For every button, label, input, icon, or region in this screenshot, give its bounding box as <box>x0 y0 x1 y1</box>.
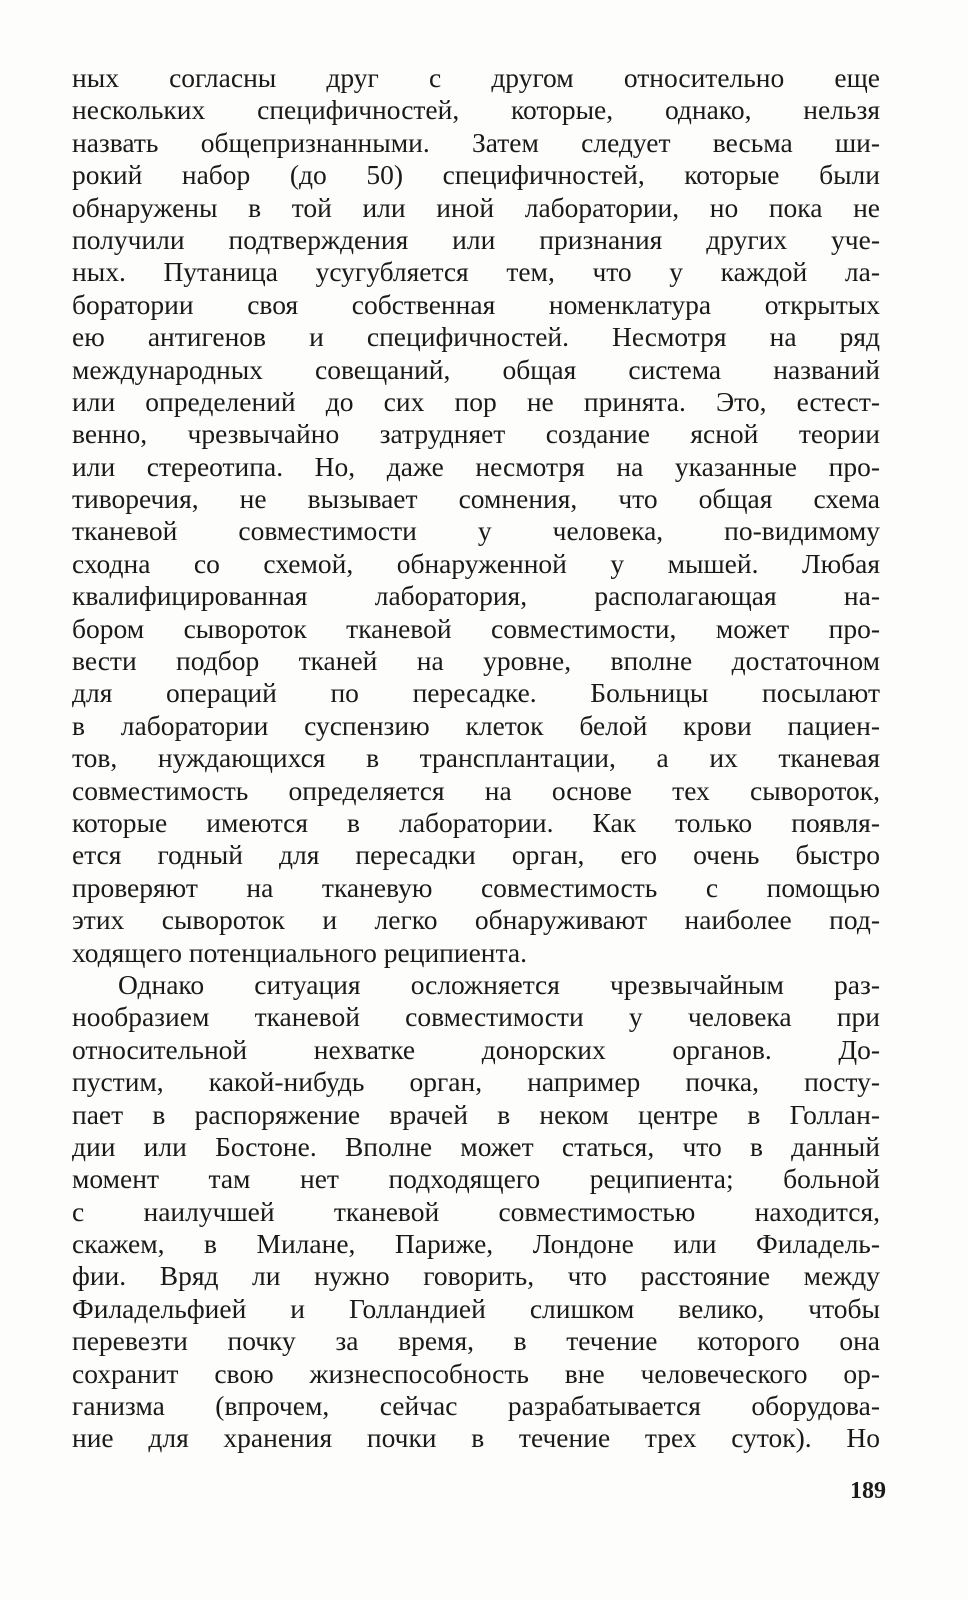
text-line: с наилучшей тканевой совместимостью находится, <box>72 1195 880 1227</box>
text-line: получили подтверждения или признания других уче- <box>72 223 880 255</box>
text-line: Однако ситуация осложняется чрезвычайным раз- <box>118 968 880 1000</box>
text-line: Филадельфией и Голландией слишком велико, чтобы <box>72 1292 880 1324</box>
text-line: перевезти почку за время, в течение которого она <box>72 1325 880 1357</box>
text-line: рокий набор (до 50) специфичностей, которые были <box>72 159 880 191</box>
text-line: момент там нет подходящего реципиента; больной <box>72 1163 880 1195</box>
text-line: этих сывороток и легко обнаруживают наиболее под- <box>72 904 880 936</box>
text-line: скажем, в Милане, Париже, Лондоне или Филадель- <box>72 1228 880 1260</box>
text-line: международных совещаний, общая система названий <box>72 353 880 385</box>
text-line: в лаборатории суспензию клеток белой крови пациен- <box>72 709 880 741</box>
text-line: назвать общепризнанными. Затем следует весьма ши- <box>72 126 880 158</box>
text-line: тиворечия, не вызывает сомнения, что общая схема <box>72 483 880 515</box>
text-line: тов, нуждающихся в трансплантации, а их тканевая <box>72 742 880 774</box>
text-line: сохранит свою жизнеспособность вне человеческого ор- <box>72 1357 880 1389</box>
text-line: пает в распоряжение врачей в неком центре в Голлан- <box>72 1098 880 1130</box>
text-line: дии или Бостоне. Вполне может статься, что в данный <box>72 1130 880 1162</box>
text-line: венно, чрезвычайно затрудняет создание ясной теории <box>72 418 880 450</box>
text-line: проверяют на тканевую совместимость с помощью <box>72 871 880 903</box>
text-line: тканевой совместимости у человека, по-видимому <box>72 515 880 547</box>
text-line: пустим, какой-нибудь орган, например почка, посту- <box>72 1066 880 1098</box>
text-line: бором сывороток тканевой совместимости, может про- <box>72 612 880 644</box>
text-line: боратории своя собственная номенклатура открытых <box>72 288 880 320</box>
text-line: относительной нехватке донорских органов. До- <box>72 1033 880 1065</box>
text-line: обнаружены в той или иной лаборатории, но пока не <box>72 191 880 223</box>
text-line: для операций по пересадке. Больницы посылают <box>72 677 880 709</box>
text-line: или определений до сих пор не принята. Это, естест- <box>72 385 880 417</box>
text-line: нескольких специфичностей, которые, однако, нельзя <box>72 94 880 126</box>
text-line: ется годный для пересадки орган, его очень быстро <box>72 839 880 871</box>
text-line: нообразием тканевой совместимости у человека при <box>72 1001 880 1033</box>
text-line: сходна со схемой, обнаруженной у мышей. Любая <box>72 547 880 579</box>
text-line: вести подбор тканей на уровне, вполне достаточном <box>72 645 880 677</box>
paragraph-2 <box>72 969 880 1455</box>
body-text <box>72 62 880 1455</box>
text-line: ных. Путаница усугубляется тем, что у каждой ла- <box>72 256 880 288</box>
text-line: ею антигенов и специфичностей. Несмотря на ряд <box>72 321 880 353</box>
text-line: совместимость определяется на основе тех сывороток, <box>72 774 880 806</box>
text-line: квалифицированная лаборатория, располагающая на- <box>72 580 880 612</box>
text-line: ганизма (впрочем, сейчас разрабатывается оборудова- <box>72 1390 880 1422</box>
text-line: фии. Вряд ли нужно говорить, что расстояние между <box>72 1260 880 1292</box>
page-number: 189 <box>850 1478 886 1504</box>
paragraph-1 <box>72 62 880 969</box>
text-line: или стереотипа. Но, даже несмотря на указанные про- <box>72 450 880 482</box>
text-line: которые имеются в лаборатории. Как только появля- <box>72 806 880 838</box>
text-line: ных согласны друг с другом относительно еще <box>72 62 880 93</box>
text-line: ходящего потенциального реципиента. <box>72 936 527 968</box>
text-line: ние для хранения почки в течение трех суток). Но <box>72 1422 880 1454</box>
